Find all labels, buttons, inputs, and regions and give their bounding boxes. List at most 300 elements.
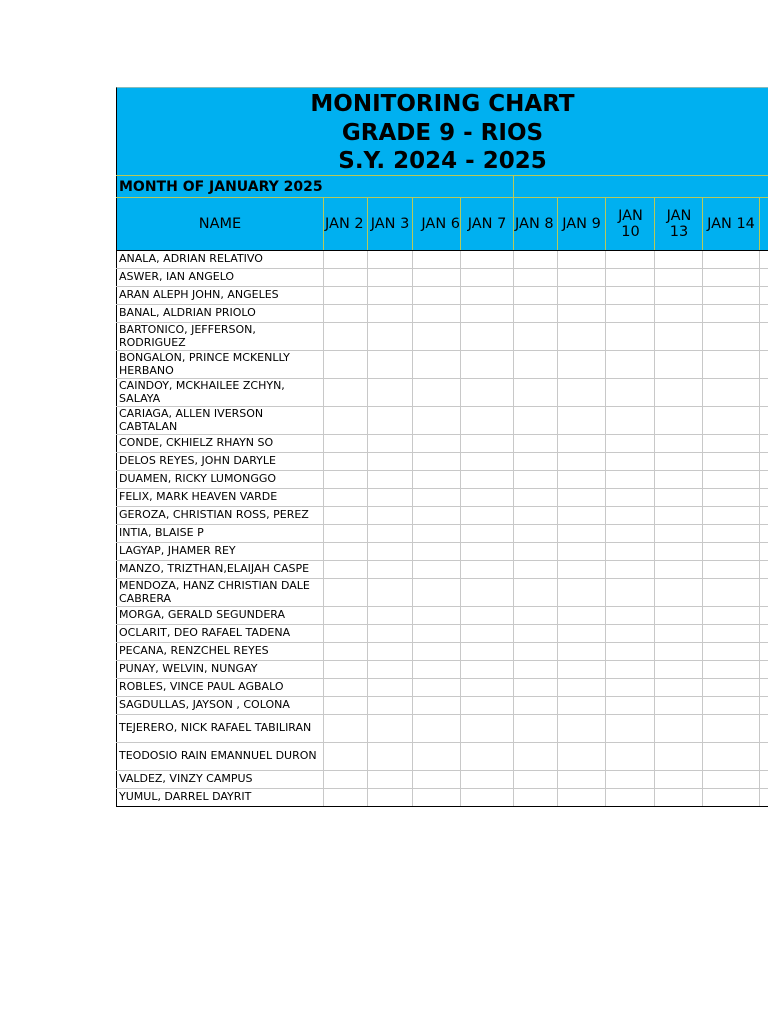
attendance-cell[interactable] [558,743,606,771]
attendance-cell[interactable] [558,407,606,435]
student-name-cell[interactable]: PUNAY, WELVIN, NUNGAY [117,661,324,679]
attendance-cell[interactable] [703,697,760,715]
attendance-cell[interactable] [606,489,655,507]
attendance-cell[interactable] [606,351,655,379]
attendance-cell[interactable] [760,525,768,543]
attendance-cell[interactable] [558,543,606,561]
attendance-cell[interactable] [703,625,760,643]
attendance-cell[interactable] [606,251,655,269]
attendance-cell[interactable] [368,305,413,323]
attendance-cell[interactable] [324,715,368,743]
attendance-cell[interactable] [324,543,368,561]
attendance-cell[interactable] [703,561,760,579]
attendance-cell[interactable] [655,679,703,697]
attendance-cell[interactable] [655,561,703,579]
attendance-cell[interactable] [558,607,606,625]
date-header-jan7[interactable]: JAN 7 [461,198,514,251]
attendance-cell[interactable] [368,789,413,807]
attendance-cell[interactable] [514,453,558,471]
attendance-cell[interactable] [514,525,558,543]
attendance-cell[interactable] [703,489,760,507]
attendance-cell[interactable] [760,789,768,807]
attendance-cell[interactable] [606,607,655,625]
student-name-cell[interactable]: BONGALON, PRINCE MCKENLLY HERBANO [117,351,324,379]
date-header-next[interactable] [760,198,768,251]
student-name-cell[interactable]: CONDE, CKHIELZ RHAYN SO [117,435,324,453]
date-header-jan14[interactable]: JAN 14 [703,198,760,251]
attendance-cell[interactable] [514,251,558,269]
student-name-cell[interactable]: LAGYAP, JHAMER REY [117,543,324,561]
attendance-cell[interactable] [461,607,514,625]
attendance-cell[interactable] [368,661,413,679]
attendance-cell[interactable] [413,489,461,507]
attendance-cell[interactable] [324,305,368,323]
student-name-cell[interactable]: DUAMEN, RICKY LUMONGGO [117,471,324,489]
attendance-cell[interactable] [461,453,514,471]
attendance-cell[interactable] [324,323,368,351]
attendance-cell[interactable] [558,561,606,579]
attendance-cell[interactable] [606,743,655,771]
attendance-cell[interactable] [368,269,413,287]
attendance-cell[interactable] [703,661,760,679]
attendance-cell[interactable] [606,679,655,697]
attendance-cell[interactable] [514,543,558,561]
attendance-cell[interactable] [413,407,461,435]
attendance-cell[interactable] [558,435,606,453]
attendance-cell[interactable] [606,771,655,789]
attendance-cell[interactable] [368,323,413,351]
student-name-cell[interactable]: BARTONICO, JEFFERSON, RODRIGUEZ [117,323,324,351]
attendance-cell[interactable] [558,789,606,807]
attendance-cell[interactable] [514,407,558,435]
attendance-cell[interactable] [606,269,655,287]
attendance-cell[interactable] [461,789,514,807]
attendance-cell[interactable] [655,697,703,715]
attendance-cell[interactable] [606,625,655,643]
attendance-cell[interactable] [655,661,703,679]
attendance-cell[interactable] [558,351,606,379]
attendance-cell[interactable] [514,435,558,453]
attendance-cell[interactable] [368,643,413,661]
attendance-cell[interactable] [413,251,461,269]
attendance-cell[interactable] [703,471,760,489]
attendance-cell[interactable] [703,305,760,323]
attendance-cell[interactable] [606,789,655,807]
attendance-cell[interactable] [461,525,514,543]
attendance-cell[interactable] [703,453,760,471]
attendance-cell[interactable] [655,269,703,287]
student-name-cell[interactable]: OCLARIT, DEO RAFAEL TADENA [117,625,324,643]
attendance-cell[interactable] [514,351,558,379]
attendance-cell[interactable] [368,743,413,771]
attendance-cell[interactable] [461,379,514,407]
attendance-cell[interactable] [606,561,655,579]
attendance-cell[interactable] [324,625,368,643]
attendance-cell[interactable] [558,697,606,715]
attendance-cell[interactable] [655,625,703,643]
student-name-cell[interactable]: MANZO, TRIZTHAN,ELAIJAH CASPE [117,561,324,579]
attendance-cell[interactable] [413,323,461,351]
student-name-cell[interactable]: PECANA, RENZCHEL REYES [117,643,324,661]
attendance-cell[interactable] [324,287,368,305]
attendance-cell[interactable] [461,305,514,323]
attendance-cell[interactable] [413,789,461,807]
attendance-cell[interactable] [655,607,703,625]
attendance-cell[interactable] [413,579,461,607]
attendance-cell[interactable] [413,525,461,543]
student-name-cell[interactable]: ASWER, IAN ANGELO [117,269,324,287]
attendance-cell[interactable] [413,697,461,715]
attendance-cell[interactable] [413,269,461,287]
date-header-jan8[interactable]: JAN 8 [514,198,558,251]
attendance-cell[interactable] [514,471,558,489]
student-name-cell[interactable]: MENDOZA, HANZ CHRISTIAN DALE CABRERA [117,579,324,607]
attendance-cell[interactable] [514,507,558,525]
attendance-cell[interactable] [760,771,768,789]
attendance-cell[interactable] [606,643,655,661]
attendance-cell[interactable] [324,661,368,679]
attendance-cell[interactable] [324,251,368,269]
month-row-blank[interactable] [514,176,768,198]
attendance-cell[interactable] [413,351,461,379]
attendance-cell[interactable] [514,679,558,697]
attendance-cell[interactable] [655,435,703,453]
attendance-cell[interactable] [368,489,413,507]
attendance-cell[interactable] [760,323,768,351]
attendance-cell[interactable] [558,489,606,507]
attendance-cell[interactable] [413,661,461,679]
student-name-cell[interactable]: CARIAGA, ALLEN IVERSON CABTALAN [117,407,324,435]
date-header-jan10[interactable]: JAN 10 [606,198,655,251]
attendance-cell[interactable] [655,287,703,305]
attendance-cell[interactable] [324,407,368,435]
attendance-cell[interactable] [324,453,368,471]
attendance-cell[interactable] [703,579,760,607]
attendance-cell[interactable] [760,607,768,625]
attendance-cell[interactable] [703,525,760,543]
attendance-cell[interactable] [514,287,558,305]
attendance-cell[interactable] [606,471,655,489]
attendance-cell[interactable] [461,351,514,379]
attendance-cell[interactable] [368,715,413,743]
attendance-cell[interactable] [461,507,514,525]
attendance-cell[interactable] [461,743,514,771]
attendance-cell[interactable] [760,471,768,489]
attendance-cell[interactable] [655,579,703,607]
attendance-cell[interactable] [703,269,760,287]
attendance-cell[interactable] [760,351,768,379]
attendance-cell[interactable] [461,771,514,789]
attendance-cell[interactable] [655,489,703,507]
attendance-cell[interactable] [413,607,461,625]
attendance-cell[interactable] [606,379,655,407]
attendance-cell[interactable] [760,453,768,471]
attendance-cell[interactable] [368,453,413,471]
attendance-cell[interactable] [760,697,768,715]
attendance-cell[interactable] [760,407,768,435]
attendance-cell[interactable] [655,305,703,323]
attendance-cell[interactable] [413,287,461,305]
attendance-cell[interactable] [558,269,606,287]
attendance-cell[interactable] [606,305,655,323]
attendance-cell[interactable] [655,715,703,743]
date-header-jan2[interactable]: JAN 2 [324,198,368,251]
attendance-cell[interactable] [461,625,514,643]
attendance-cell[interactable] [461,251,514,269]
student-name-cell[interactable]: SAGDULLAS, JAYSON , COLONA [117,697,324,715]
attendance-cell[interactable] [760,743,768,771]
attendance-cell[interactable] [368,679,413,697]
attendance-cell[interactable] [368,697,413,715]
attendance-cell[interactable] [655,323,703,351]
attendance-cell[interactable] [703,379,760,407]
attendance-cell[interactable] [655,643,703,661]
attendance-cell[interactable] [760,643,768,661]
attendance-cell[interactable] [655,525,703,543]
attendance-cell[interactable] [461,407,514,435]
attendance-cell[interactable] [760,489,768,507]
attendance-cell[interactable] [368,407,413,435]
attendance-cell[interactable] [760,435,768,453]
attendance-cell[interactable] [324,379,368,407]
attendance-cell[interactable] [413,471,461,489]
date-header-jan13[interactable]: JAN 13 [655,198,703,251]
attendance-cell[interactable] [413,543,461,561]
attendance-cell[interactable] [760,269,768,287]
attendance-cell[interactable] [703,251,760,269]
attendance-cell[interactable] [514,489,558,507]
attendance-cell[interactable] [655,771,703,789]
attendance-cell[interactable] [368,579,413,607]
attendance-cell[interactable] [368,471,413,489]
attendance-cell[interactable] [514,661,558,679]
attendance-cell[interactable] [461,269,514,287]
attendance-cell[interactable] [514,789,558,807]
attendance-cell[interactable] [461,715,514,743]
attendance-cell[interactable] [655,407,703,435]
attendance-cell[interactable] [558,771,606,789]
attendance-cell[interactable] [514,697,558,715]
attendance-cell[interactable] [655,543,703,561]
attendance-cell[interactable] [703,607,760,625]
attendance-cell[interactable] [368,251,413,269]
attendance-cell[interactable] [760,661,768,679]
attendance-cell[interactable] [558,507,606,525]
student-name-cell[interactable]: ROBLES, VINCE PAUL AGBALO [117,679,324,697]
attendance-cell[interactable] [558,643,606,661]
attendance-cell[interactable] [324,471,368,489]
attendance-cell[interactable] [606,453,655,471]
attendance-cell[interactable] [368,625,413,643]
attendance-cell[interactable] [324,743,368,771]
attendance-cell[interactable] [461,489,514,507]
attendance-cell[interactable] [606,435,655,453]
student-name-cell[interactable]: MORGA, GERALD SEGUNDERA [117,607,324,625]
attendance-cell[interactable] [606,697,655,715]
student-name-cell[interactable]: DELOS REYES, JOHN DARYLE [117,453,324,471]
attendance-cell[interactable] [413,715,461,743]
attendance-cell[interactable] [558,471,606,489]
student-name-cell[interactable]: TEJERERO, NICK RAFAEL TABILIRAN [117,715,324,743]
attendance-cell[interactable] [514,607,558,625]
attendance-cell[interactable] [413,379,461,407]
attendance-cell[interactable] [760,679,768,697]
attendance-cell[interactable] [760,251,768,269]
attendance-cell[interactable] [413,507,461,525]
attendance-cell[interactable] [324,561,368,579]
attendance-cell[interactable] [760,561,768,579]
attendance-cell[interactable] [606,715,655,743]
date-header-jan3[interactable]: JAN 3 [368,198,413,251]
attendance-cell[interactable] [558,251,606,269]
attendance-cell[interactable] [514,305,558,323]
attendance-cell[interactable] [606,661,655,679]
attendance-cell[interactable] [514,379,558,407]
attendance-cell[interactable] [514,643,558,661]
attendance-cell[interactable] [368,351,413,379]
attendance-cell[interactable] [461,323,514,351]
attendance-cell[interactable] [606,287,655,305]
attendance-cell[interactable] [324,697,368,715]
attendance-cell[interactable] [760,543,768,561]
attendance-cell[interactable] [368,543,413,561]
attendance-cell[interactable] [703,351,760,379]
student-name-cell[interactable]: ARAN ALEPH JOHN, ANGELES [117,287,324,305]
attendance-cell[interactable] [655,251,703,269]
attendance-cell[interactable] [606,507,655,525]
attendance-cell[interactable] [324,607,368,625]
month-label[interactable]: MONTH OF JANUARY 2025 [117,176,514,198]
student-name-cell[interactable]: TEODOSIO RAIN EMANNUEL DURON [117,743,324,771]
attendance-cell[interactable] [461,679,514,697]
attendance-cell[interactable] [558,715,606,743]
attendance-cell[interactable] [606,579,655,607]
attendance-cell[interactable] [413,679,461,697]
attendance-cell[interactable] [606,543,655,561]
attendance-cell[interactable] [655,507,703,525]
date-header-jan9[interactable]: JAN 9 [558,198,606,251]
attendance-cell[interactable] [324,489,368,507]
attendance-cell[interactable] [413,453,461,471]
attendance-cell[interactable] [760,507,768,525]
attendance-cell[interactable] [368,525,413,543]
attendance-cell[interactable] [461,471,514,489]
attendance-cell[interactable] [368,507,413,525]
attendance-cell[interactable] [461,561,514,579]
attendance-cell[interactable] [703,679,760,697]
attendance-cell[interactable] [703,287,760,305]
attendance-cell[interactable] [413,771,461,789]
attendance-cell[interactable] [368,287,413,305]
attendance-cell[interactable] [461,287,514,305]
attendance-cell[interactable] [324,269,368,287]
attendance-cell[interactable] [703,323,760,351]
attendance-cell[interactable] [655,471,703,489]
attendance-cell[interactable] [368,379,413,407]
attendance-cell[interactable] [324,679,368,697]
attendance-cell[interactable] [368,607,413,625]
attendance-cell[interactable] [324,789,368,807]
attendance-cell[interactable] [368,435,413,453]
attendance-cell[interactable] [703,543,760,561]
student-name-cell[interactable]: ANALA, ADRIAN RELATIVO [117,251,324,269]
attendance-cell[interactable] [760,625,768,643]
student-name-cell[interactable]: VALDEZ, VINZY CAMPUS [117,771,324,789]
attendance-cell[interactable] [324,507,368,525]
attendance-cell[interactable] [760,287,768,305]
attendance-cell[interactable] [703,643,760,661]
attendance-cell[interactable] [558,661,606,679]
attendance-cell[interactable] [558,379,606,407]
attendance-cell[interactable] [703,507,760,525]
attendance-cell[interactable] [514,561,558,579]
attendance-cell[interactable] [461,543,514,561]
name-column-header[interactable]: NAME [117,198,324,251]
attendance-cell[interactable] [558,579,606,607]
attendance-cell[interactable] [514,771,558,789]
attendance-cell[interactable] [413,561,461,579]
attendance-cell[interactable] [413,643,461,661]
student-name-cell[interactable]: FELIX, MARK HEAVEN VARDE [117,489,324,507]
date-header-jan6[interactable]: JAN 6 [413,198,461,251]
attendance-cell[interactable] [703,407,760,435]
attendance-cell[interactable] [368,771,413,789]
attendance-cell[interactable] [558,453,606,471]
attendance-cell[interactable] [703,771,760,789]
attendance-cell[interactable] [514,625,558,643]
attendance-cell[interactable] [655,789,703,807]
attendance-cell[interactable] [514,269,558,287]
attendance-cell[interactable] [760,715,768,743]
attendance-cell[interactable] [558,287,606,305]
attendance-cell[interactable] [606,407,655,435]
attendance-cell[interactable] [558,625,606,643]
attendance-cell[interactable] [655,743,703,771]
attendance-cell[interactable] [655,453,703,471]
student-name-cell[interactable]: CAINDOY, MCKHAILEE ZCHYN, SALAYA [117,379,324,407]
attendance-cell[interactable] [760,379,768,407]
attendance-cell[interactable] [461,643,514,661]
student-name-cell[interactable]: BANAL, ALDRIAN PRIOLO [117,305,324,323]
student-name-cell[interactable]: GEROZA, CHRISTIAN ROSS, PEREZ [117,507,324,525]
attendance-cell[interactable] [324,351,368,379]
attendance-cell[interactable] [514,715,558,743]
attendance-cell[interactable] [606,323,655,351]
attendance-cell[interactable] [413,435,461,453]
attendance-cell[interactable] [461,697,514,715]
attendance-cell[interactable] [324,771,368,789]
attendance-cell[interactable] [324,579,368,607]
attendance-cell[interactable] [368,561,413,579]
attendance-cell[interactable] [606,525,655,543]
attendance-cell[interactable] [655,379,703,407]
attendance-cell[interactable] [413,625,461,643]
attendance-cell[interactable] [760,579,768,607]
attendance-cell[interactable] [514,323,558,351]
attendance-cell[interactable] [558,305,606,323]
attendance-cell[interactable] [558,679,606,697]
attendance-cell[interactable] [324,525,368,543]
attendance-cell[interactable] [324,435,368,453]
student-name-cell[interactable]: INTIA, BLAISE P [117,525,324,543]
attendance-cell[interactable] [461,661,514,679]
attendance-cell[interactable] [558,323,606,351]
attendance-cell[interactable] [703,743,760,771]
attendance-cell[interactable] [514,579,558,607]
attendance-cell[interactable] [655,351,703,379]
attendance-cell[interactable] [413,305,461,323]
attendance-cell[interactable] [461,435,514,453]
